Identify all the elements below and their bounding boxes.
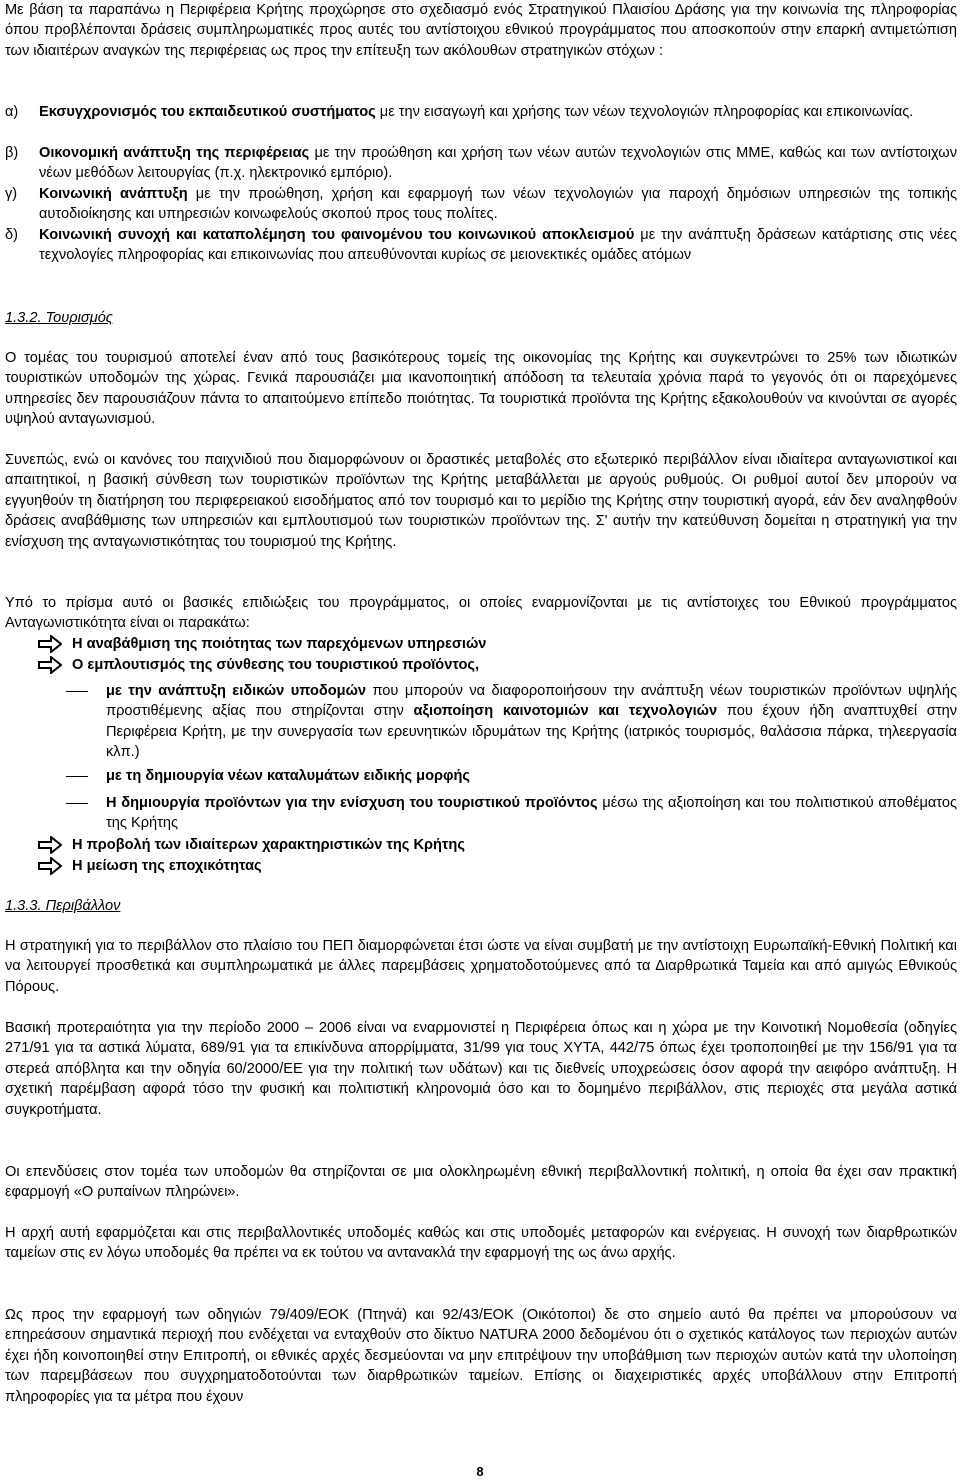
tourism-subgoal-2 (66, 766, 957, 786)
tourism-paragraph-1: Ο τομέας του τουρισμού αποτελεί έναν από τους βασικότερους τομείς της οικονομίας της Κρήτης και συγκεντρώνει το 25% των ιδιωτικών τουριστικών υποδομών της χώρας. Γενικά παρουσιάζει μια ικανοποιητική απόδοση τα τελευταία χρόνια παρά το γεγονός ότι οι παρεχόμενες υπηρεσίες δεν παρουσιάζουν πάντα το απαιτούμενο επίπεδο ποιότητας. Τα τουριστικά προϊόντα της Κρήτης εξακολουθούν να κινούνται σε αγορές υψηλού ανταγωνισμού. (5, 350, 957, 428)
subgoal-text: μέσω της αξιοποίηση και του πολιτιστικού αποθέματος της Κρήτης (106, 795, 958, 832)
dash-bullet (66, 776, 88, 777)
tourism-goal-1 (38, 634, 957, 654)
goal-text: με την προώθηση, χρήση και εφαρμογή των νέων τεχνολογιών για παροχή δημόσιων υπηρεσιών της τοπικής αυτοδιοίκησης και υπηρεσιών κοινωφελούς σκοπού προς τους πολίτες. (39, 186, 957, 223)
subgoal-text-2: που έχουν ήδη αναπτυχθεί στην Περιφέρεια Κρήτη, με την συνεργασία των ερευνητικών ιδρυμάτων της Κρήτης (ιατρικός τουρισμός, θαλάσσια πάρκα, τηλεεργασία κλπ.) (106, 703, 957, 761)
intro-paragraph: Με βάση τα παραπάνω η Περιφέρεια Κρήτης προχώρησε στο σχεδιασμό ενός Στρατηγικού Πλαισίου Δράσης για την κοινωνία της πληροφορίας όπου προβλέπονται δράσεις συμπληρωματικές προς αυτές του αντίστοιχου εθνικού προγράμματος που αποσκοπούν στην επαρκή αντιμετώπιση των ιδιαιτέρων αναγκών της περιφέρειας ως προς την επίτευξη των ακόλουθων στρατηγικών στόχων : (5, 2, 957, 59)
dash-bullet (66, 803, 88, 804)
environment-paragraph-4: Η αρχή αυτή εφαρμόζεται και στις περιβαλλοντικές υποδομές καθώς και στις υποδομές μεταφορών και ενέργειας. Η συνοχή των διαρθρωτικών ταμείων στις εν λόγω υποδομές θα πρέπει να εκ τούτου να αντανακλά την εφαρμογή της ως άνω αρχής. (5, 1225, 957, 1262)
goal-marker: β) (5, 145, 19, 161)
arrow-right-icon (38, 635, 62, 653)
tourism-paragraph-3: Υπό το πρίσμα αυτό οι βασικές επιδιώξεις του προγράμματος, οι οποίες εναρμονίζονται με τις αντίστοιχες του Εθνικού προγράμματος Ανταγωνιστικότητα είναι οι παρακάτω: (5, 595, 957, 632)
section-heading-tourism: 1.3.2. Τουρισμός (5, 310, 113, 326)
arrow-right-icon (38, 857, 62, 875)
tourism-goal-label: Η προβολή των ιδιαίτερων χαρακτηριστικών της Κρήτης (72, 837, 465, 853)
environment-paragraph-2: Βασική προτεραιότητα για την περίοδο 2000 – 2006 είναι να εναρμονιστεί η Περιφέρεια όπως και η χώρα με την Κοινοτική Νομοθεσία (οδηγίες 271/91 για τα αστικά λύματα, 689/91 για τα επικίνδυνα απορρίμματα, 31/99 για τους ΧΥΤΑ, 442/75 όπως έχει τροποποιηθεί με την 156/91 για τα στερεά απόβλητα και την οδηγία 60/2000/ΕΕ για την πολιτική των υδάτων) και τις διεθνείς υποχρεώσεις όσον αφορά την αειφόρο ανάπτυξη. Η σχετική παρέμβαση αφορά τόσο την φυσική και πολιτιστική κληρονομιά όσο και το δομημένο περιβάλλον, στις περιοχές στα μεγάλα αστικά συγκροτήματα. (5, 1020, 957, 1118)
goal-text: με την εισαγωγή και χρήσης των νέων τεχνολογιών πληροφορίας και επικοινωνίας. (375, 104, 914, 120)
tourism-subgoal-3 (66, 793, 957, 834)
goal-item-d (5, 225, 957, 266)
goal-title: Κοινωνική συνοχή και καταπολέμηση του φαινομένου του κοινωνικού αποκλεισμού (39, 227, 635, 243)
goal-text: με την προώθηση και χρήση των νέων αυτών τεχνολογιών στις ΜΜΕ, καθώς και των αντίστοιχων νέων μεθόδων λειτουργίας (π.χ. ηλεκτρονικό εμπόριο). (39, 145, 957, 182)
subgoal-bold: με τη δημιουργία νέων καταλυμάτων ειδικής μορφής (106, 768, 470, 784)
environment-paragraph-3: Οι επενδύσεις στον τομέα των υποδομών θα στηρίζονται σε μια ολοκληρωμένη εθνική περιβαλλοντική πολιτική, η οποία θα έχει σαν πρακτική εφαρμογή «Ο ρυπαίνων πληρώνει». (5, 1164, 957, 1201)
goal-item-b (5, 143, 957, 184)
tourism-subgoal-1 (66, 681, 957, 763)
environment-paragraph-5: Ως προς την εφαρμογή των οδηγιών 79/409/ΕΟΚ (Πτηνά) και 92/43/ΕΟΚ (Οικότοποι) δε στο σημείο αυτό θα πρέπει να μπορούσουν να επηρεάσουν σημαντικά περιοχή που ενδέχεται να ενταχθούν στο δίκτυο NATURA 2000 δεδομένου ότι ο σχετικός κατάλογος των περιοχών αυτών έχει ήδη κοινοποιηθεί στην Επιτροπή, οι εθνικές αρχές δεσμεύονται να μην επιτρέψουν την υποβάθμιση των περιοχών αυτών κατά την υλοποίηση των παρεμβάσεων που συγχρηματοδοτούνται των διαρθρωτικών ταμείων. Επίσης οι διαχειριστικές αρχές υποβάλλουν στην Επιτροπή πληροφορίες για τα μέτρα που έχουν (5, 1307, 957, 1405)
goal-marker: δ) (5, 227, 18, 243)
section-heading-environment: 1.3.3. Περιβάλλον (5, 898, 121, 914)
tourism-goal-3 (38, 835, 957, 855)
arrow-right-icon (38, 836, 62, 854)
tourism-paragraph-2: Συνεπώς, ενώ οι κανόνες του παιχνιδιού που διαμορφώνουν οι δραστικές μεταβολές στο εξωτερικό περιβάλλον είναι ιδιαίτερα ανταγωνιστικοί και απαιτητικοί, η βασική σύνθεση των τουριστικών προϊόντων της Κρήτης μεταβάλλεται με αργούς ρυθμούς. Οι ρυθμοί αυτοί δεν μπορούν να εγγυηθούν τη διατήρηση του περιφερειακού εισοδήματος από τον τουρισμό και το μερίδιο της Κρήτης στην τουριστική αγορά, εάν δεν αναληφθούν δράσεις αναβάθμισης των υπηρεσιών και εμπλουτισμού των τουριστικών προϊόντων της. Σ' αυτήν την κατεύθυνση δομείται η στρατηγική για την ενίσχυση της ανταγωνιστικότητας του τουρισμού της Κρήτης. (5, 452, 957, 550)
environment-paragraph-1: Η στρατηγική για το περιβάλλον στο πλαίσιο του ΠΕΠ διαμορφώνεται έτσι ώστε να είναι συμβατή με την αντίστοιχη Ευρωπαϊκή-Εθνική Πολιτική και να λειτουργεί προσθετικά και συμπληρωματικά με άλλες παρεμβάσεις χρηματοδοτούμενες από τα Διαρθρωτικά Ταμεία και από αμιγώς Εθνικούς Πόρους. (5, 938, 957, 995)
goal-title: Εκσυγχρονισμός του εκπαιδευτικού συστήματος (39, 104, 376, 120)
subgoal-text-1: που μπορούν να διαφοροποιήσουν την ανάπτυξη νέων τουριστικών προϊόντων υψηλής προστιθέμενης αξίας που στηρίζονται στην (106, 683, 957, 720)
goal-title: Οικονομική ανάπτυξη της περιφέρειας (39, 145, 310, 161)
page-number: 8 (476, 1464, 484, 1479)
goal-marker: α) (5, 104, 19, 120)
subgoal-bold-1: με την ανάπτυξη ειδικών υποδομών (106, 683, 367, 699)
tourism-goal-label: Η αναβάθμιση της ποιότητας των παρεχόμενων υπηρεσιών (72, 636, 487, 652)
subgoal-bold: Η δημιουργία προϊόντων για την ενίσχυση του τουριστικού προϊόντος (106, 795, 598, 811)
subgoal-bold-2: αξιοποίηση καινοτομιών και τεχνολογιών (413, 703, 718, 720)
goal-text: με την ανάπτυξη δράσεων κατάρτισης στις νέες τεχνολογίες πληροφορίας και επικοινωνίας που απευθύνονται κυρίως σε μειονεκτικές ομάδες ατόμων (39, 227, 957, 264)
goal-item-a (5, 102, 957, 122)
tourism-goal-2 (38, 655, 957, 675)
dash-bullet (66, 691, 88, 692)
tourism-goal-4 (38, 856, 957, 876)
goal-item-c (5, 184, 957, 225)
goal-marker: γ) (5, 186, 18, 202)
arrow-right-icon (38, 656, 62, 674)
tourism-goal-label: Η μείωση της εποχικότητας (72, 858, 262, 874)
tourism-goal-label: Ο εμπλουτισμός της σύνθεσης του τουριστικού προϊόντος, (72, 657, 479, 673)
goal-title: Κοινωνική ανάπτυξη (39, 186, 188, 202)
